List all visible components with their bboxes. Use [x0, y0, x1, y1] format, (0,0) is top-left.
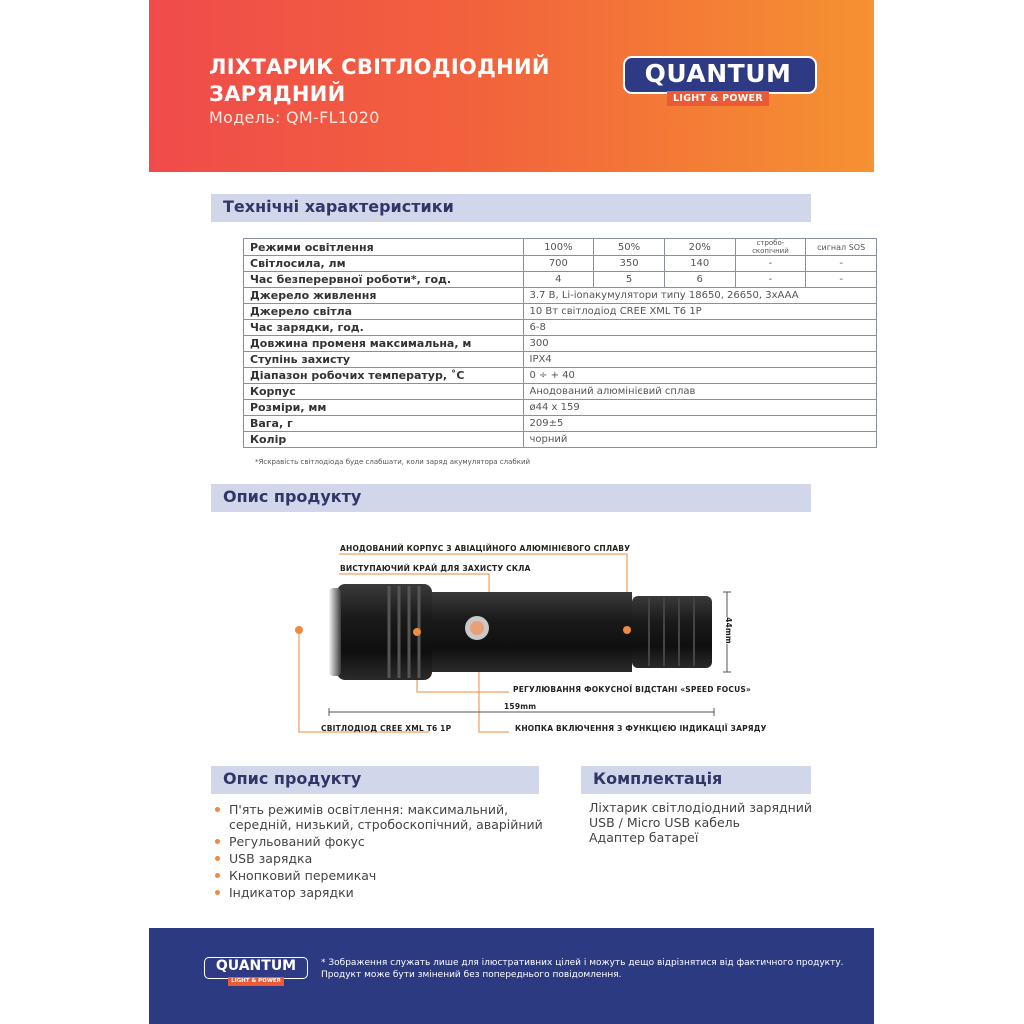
- header-banner: [149, 0, 874, 172]
- spec-value: 300: [523, 336, 876, 352]
- feature-list: [215, 802, 543, 902]
- spec-value: чорний: [523, 432, 876, 448]
- footer-logo-wordmark: QUANTUM: [215, 958, 297, 974]
- length-dimension-label: 159mm: [501, 702, 539, 711]
- list-item: [215, 802, 543, 832]
- annotation-rim: ВИСТУПАЮЧИЙ КРАЙ ДЛЯ ЗАХИСТУ СКЛА: [340, 564, 531, 573]
- kit-item: USB / Micro USB кабель: [589, 815, 741, 830]
- spec-cell: 350: [594, 256, 665, 272]
- specs-section-header: [211, 194, 811, 222]
- table-row: [244, 272, 877, 288]
- footer-logo-tagline: LIGHT & POWER: [228, 977, 284, 986]
- annotation-led: СВІТЛОДІОД CREE XML T6 1P: [321, 724, 452, 733]
- table-row: [244, 384, 877, 400]
- annotation-body: АНОДОВАНИЙ КОРПУС З АВІАЦІЙНОГО АЛЮМІНІЄВОГО СПЛАВУ: [340, 544, 631, 553]
- spec-label: Джерело світла: [244, 304, 524, 320]
- footer-logo: [204, 957, 308, 989]
- model-label: Модель: QM-FL1020: [209, 108, 380, 127]
- diagram-section-header: [211, 484, 811, 512]
- spec-value: IPX4: [523, 352, 876, 368]
- kit-section-title: Комплектація: [593, 769, 723, 788]
- spec-cell: 100%: [523, 239, 594, 256]
- kit-item: Ліхтарик світлодіодний зарядний: [589, 800, 813, 815]
- spec-cell: 5: [594, 272, 665, 288]
- table-row: [244, 416, 877, 432]
- feature-text: середній, низький, стробоскопічний, аварійний: [229, 817, 543, 832]
- spec-label: Час зарядки, год.: [244, 320, 524, 336]
- spec-value: ø44 x 159: [523, 400, 876, 416]
- footer-banner: [149, 928, 874, 1024]
- feature-text: П'ять режимів освітлення: максимальний,: [229, 802, 509, 817]
- spec-label: Режими освітлення: [244, 239, 524, 256]
- diagram-section-title: Опис продукту: [223, 487, 362, 506]
- feature-text: USB зарядка: [229, 851, 313, 866]
- table-row: [244, 336, 877, 352]
- feature-text: Індикатор зарядки: [229, 885, 354, 900]
- table-row: [244, 239, 877, 256]
- list-item: [215, 851, 543, 866]
- specs-table: [243, 238, 877, 448]
- table-row: [244, 352, 877, 368]
- spec-cell: -: [735, 272, 806, 288]
- title-line-1: ЛІХТАРИК СВІТЛОДІОДНИЙ: [209, 55, 550, 79]
- table-row: [244, 400, 877, 416]
- spec-label: Корпус: [244, 384, 524, 400]
- brand-logo: [623, 56, 817, 108]
- annotation-button: КНОПКА ВКЛЮЧЕННЯ З ФУНКЦІЄЮ ІНДИКАЦІЇ ЗАРЯДУ: [515, 724, 767, 733]
- charge-indicator-icon: [470, 621, 484, 635]
- table-row: [244, 256, 877, 272]
- runtime-footnote: *Яскравість світлодіода буде слабшати, коли заряд акумулятора слабкий: [255, 458, 531, 466]
- spec-cell: 4: [523, 272, 594, 288]
- table-row: [244, 368, 877, 384]
- description-section-header: [211, 766, 539, 794]
- spec-label: Довжина променя максимальна, м: [244, 336, 524, 352]
- spec-label: Ступінь захисту: [244, 352, 524, 368]
- spec-label: Джерело живлення: [244, 288, 524, 304]
- spec-label: Світлосила, лм: [244, 256, 524, 272]
- spec-label: Розміри, мм: [244, 400, 524, 416]
- spec-value: 3.7 В, Li-ionакумулятори типу 18650, 26650, 3хAAA: [523, 288, 876, 304]
- disclaimer-line-1: * Зображення служать лише для ілюстративних цілей і можуть дещо відрізнятися від фактичного продукту.: [321, 958, 844, 968]
- spec-label: Вага, г: [244, 416, 524, 432]
- table-row: [244, 288, 877, 304]
- table-row: [244, 432, 877, 448]
- product-sheet: [149, 0, 874, 1024]
- logo-tagline: LIGHT & POWER: [667, 91, 769, 106]
- spec-cell: -: [806, 256, 877, 272]
- list-item: [215, 885, 543, 900]
- disclaimer-line-2: Продукт може бути змінений без попереднього повідомлення.: [321, 970, 622, 980]
- spec-cell: 140: [664, 256, 735, 272]
- specs-section-title: Технічні характеристики: [223, 197, 454, 216]
- logo-wordmark: QUANTUM: [644, 59, 792, 88]
- flashlight-diagram: [149, 532, 874, 742]
- spec-cell: -: [735, 256, 806, 272]
- spec-value: 209±5: [523, 416, 876, 432]
- flashlight-tail: [632, 596, 712, 668]
- spec-cell: -: [806, 272, 877, 288]
- description-section-title: Опис продукту: [223, 769, 362, 788]
- lens-rim: [329, 588, 341, 676]
- list-item: [215, 868, 543, 883]
- product-title: [209, 54, 550, 108]
- title-line-2: ЗАРЯДНИЙ: [209, 82, 346, 106]
- spec-value: 6-8: [523, 320, 876, 336]
- feature-text: Кнопковий перемикач: [229, 868, 377, 883]
- spec-label: Час безперервної роботи*, год.: [244, 272, 524, 288]
- kit-list: [589, 800, 812, 845]
- flashlight-body: [432, 592, 632, 672]
- annotation-focus: РЕГУЛЮВАННЯ ФОКУСНОЇ ВІДСТАНІ «SPEED FOCUS»: [513, 685, 752, 694]
- table-row: [244, 304, 877, 320]
- spec-label: Діапазон робочих температур, ˚С: [244, 368, 524, 384]
- spec-cell: сигнал SOS: [806, 239, 877, 256]
- spec-value: Анодований алюмінієвий сплав: [523, 384, 876, 400]
- table-row: [244, 320, 877, 336]
- kit-section-header: [581, 766, 811, 794]
- spec-label: Колір: [244, 432, 524, 448]
- spec-value: 0 ÷ + 40: [523, 368, 876, 384]
- spec-cell: 20%: [664, 239, 735, 256]
- spec-cell: 6: [664, 272, 735, 288]
- feature-text: Регульований фокус: [229, 834, 365, 849]
- spec-cell: 700: [523, 256, 594, 272]
- list-item: [215, 834, 543, 849]
- spec-cell: 50%: [594, 239, 665, 256]
- kit-item: Адаптер батареї: [589, 830, 699, 845]
- spec-cell: стробо-скопічний: [735, 239, 806, 256]
- diameter-dimension-label: 44mm: [723, 617, 733, 644]
- spec-value: 10 Вт світлодіод CREE XML T6 1P: [523, 304, 876, 320]
- footer-disclaimer: [321, 957, 844, 981]
